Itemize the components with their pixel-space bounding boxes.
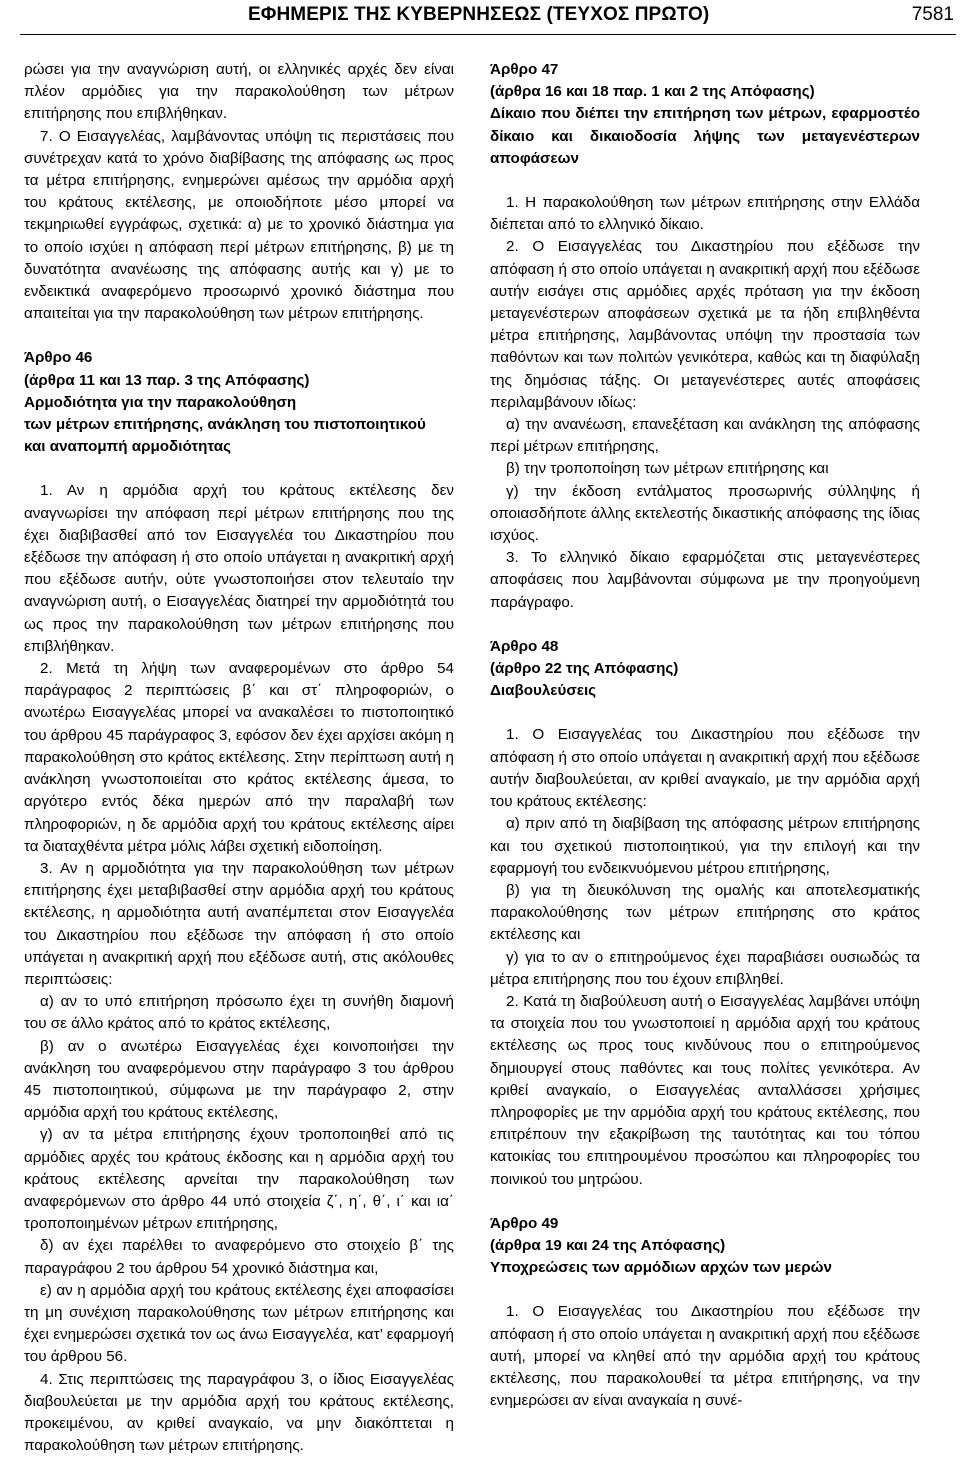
paragraph: 1. Αν η αρμόδια αρχή του κράτους εκτέλεσης δεν αναγνωρίσει την απόφαση περί μέτρων επιτήρησης που της έχει διαβιβασθεί από τον Εισαγγελέα του Δικαστηρίου που εξέδωσε την απόφαση ή στο οποίο υπάγεται η ανακριτική αρχή που εξέδωσε αυτήν, ούτε γνωστοποιήσει στον τελευταίο την αναγνώριση αυτή, ο Εισαγγελέας διατηρεί την αρμοδιότητά του ως προς την παρακολούθηση των μέτρων επιτήρησης που επιβλήθηκαν. [24,482,454,655]
paragraph: 1. Ο Εισαγγελέας του Δικαστηρίου που εξέδωσε την απόφαση ή στο οποίο υπάγεται η ανακριτική αρχή που εξέδωσε αυτή, μπορεί να κληθεί από την αρμόδια αρχή του κράτους εκτέλεσης, που παρακολουθεί τα μέτρα επιτήρησης, να την ενημερώσει αν είναι αναγκαία η συνέ- [490,1303,920,1410]
header-rule [20,34,956,35]
paragraph: γ) για το αν ο επιτηρούμενος έχει παραβιάσει ουσιωδώς τα μέτρα επιτήρησης που του έχουν επιβληθεί. [490,948,920,988]
paragraph: α) αν το υπό επιτήρηση πρόσωπο έχει τη συνήθη διαμονή του σε άλλο κράτος από το κράτος εκτέλεσης, [24,993,454,1033]
paragraph: γ) αν τα μέτρα επιτήρησης έχουν τροποποιηθεί από τις αρμόδιες αρχές του κράτους έκδοσης και η αρμόδια αρχή του κράτους εκτέλεσης αρνείται την παρακολούθηση των αναφερόμενων στο άρθρο 44 υπό στοιχεία ζ΄, η΄, θ΄, ι΄ και ια΄ τροποποιημένων μέτρων επιτήρησης, [24,1126,454,1233]
article-subject: Δίκαιο που διέπει την επιτήρηση των μέτρων, εφαρμοστέο δίκαιο και δικαιοδοσία λήψης των μεταγενέστερων αποφάσεων [490,105,920,167]
paragraph: β) για τη διευκόλυνση της ομαλής και αποτελεσματικής παρακολούθησης των μέτρων επιτήρησης στο κράτος εκτέλεσης και [490,881,920,944]
paragraph: ρώσει για την αναγνώριση αυτή, οι ελληνικές αρχές δεν είναι πλέον αρμόδιες για την παρακολούθηση των μέτρων επιτήρησης που επιβλήθηκαν. [24,61,454,123]
article-source: (άρθρα 11 και 13 παρ. 3 της Απόφασης) [24,371,310,389]
paragraph: β) αν ο ανωτέρω Εισαγγελέας έχει κοινοποιήσει την ανάκληση του αναφερόμενου στην παράγραφο 3 του άρθρου 45 πιστοποιητικού, σύμφωνα με την παράγραφο 2, στην αρμόδια αρχή του κράτους εκτέλεσης, [24,1037,454,1122]
paragraph: α) την ανανέωση, επανεξέταση και ανάκληση της απόφασης περί μέτρων επιτήρησης, [490,416,920,456]
article-subject: των μέτρων επιτήρησης, ανάκληση του πιστοποιητικού [24,416,426,434]
paragraph: 1. Ο Εισαγγελέας του Δικαστηρίου που εξέδωσε την απόφαση ή στο οποίο υπάγεται η ανακριτική αρχή που εξέδωσε αυτήν διαβουλεύεται, αν κριθεί αναγκαίο, με την αρμόδια αρχή του κράτους εκτέλεσης: [490,726,920,811]
article-subject: Υποχρεώσεις των αρμόδιων αρχών των μερών [490,1259,832,1277]
paragraph: 4. Στις περιπτώσεις της παραγράφου 3, ο ίδιος Εισαγγελέας διαβουλεύεται με την αρμόδια αρχή του κράτους εκτέλεσης, προκειμένου, αν κριθεί αναγκαίο, να μην διακόπτεται η παρακολούθηση των μέτρων επιτήρησης. [24,1370,454,1455]
article-subject: και αναπομπή αρμοδιότητας [24,438,231,456]
article-subject: Διαβουλεύσεις [490,682,597,700]
paragraph: γ) την έκδοση εντάλματος προσωρινής σύλληψης ή οποιασδήποτε άλλης εκτελεστής δικαστικής απόφασης της ίδιας ισχύος. [490,482,920,545]
left-column [24,59,454,1457]
page-header [0,0,960,34]
paragraph: β) την τροποποίηση των μέτρων επιτήρησης και [506,460,829,478]
article-subject: Αρμοδιότητα για την παρακολούθηση [24,393,297,411]
paragraph: 1. Η παρακολούθηση των μέτρων επιτήρησης στην Ελλάδα διέπεται από το ελληνικό δίκαιο. [490,194,920,234]
paragraph: 2. Κατά τη διαβούλευση αυτή ο Εισαγγελέας λαμβάνει υπόψη τα στοιχεία που του γνωστοποιεί η αρμόδια αρχή του κράτους εκτέλεσης ως προς τους κινδύνους που ο επιτηρούμενος δημιουργεί στους παθόντες και τους πολίτες γενικότερα. Αν κριθεί αναγκαίο, ο Εισαγγελέας ανταλλάσσει χρήσιμες πληροφορίες με την αρμόδια αρχή του κράτους εκτέλεσης, που επιτρέπουν την εξακρίβωση της ταυτότητας και του τόπου κατοικίας του επιτηρουμένου προσώπου και πληροφορίες του ποινικού του μητρώου. [490,992,920,1188]
right-column [490,59,920,1412]
paragraph: 2. Ο Εισαγγελέας του Δικαστηρίου που εξέδωσε την απόφαση ή στο οποίο υπάγεται η ανακριτική αρχή που εξέδωσε αυτήν εισάγει στις αρμόδιες αρχές πρόταση για την έκδοση μεταγενέστερων αποφάσεων σχετικά με τα ήδη επιβληθέντα μέτρα επιτήρησης, λαμβάνοντας υπόψη την προστασία των παθόντων και των πολιτών γενικότερα, καθώς και τη διαφύλαξη της δημόσιας τάξης. Οι μεταγενέστερες αυτές αποφάσεις περιλαμβάνουν ιδίως: [490,238,920,411]
paragraph: 3. Αν η αρμοδιότητα για την παρακολούθηση των μέτρων επιτήρησης έχει μεταβιβασθεί στην αρμόδια αρχή του κράτους εκτέλεσης, η αρμοδιότητα αυτή αναπέμπεται στον Εισαγγελέα του Δικαστηρίου που εξέδωσε την απόφαση ή στο οποίο υπάγεται η ανακριτική αρχή που εξέδωσε αυτή, στις ακόλουθες περιπτώσεις: [24,859,454,988]
article-46-heading [24,347,454,458]
gazette-title: ΕΦΗΜΕΡΙΣ ΤΗΣ ΚΥΒΕΡΝΗΣΕΩΣ (ΤΕΥΧΟΣ ΠΡΩΤΟ) [248,4,710,25]
article-49-heading [490,1213,920,1280]
paragraph: 2. Μετά τη λήψη των αναφερομένων στο άρθρο 54 παράγραφος 2 περιπτώσεις β΄ και στ΄ πληροφοριών, ο ανωτέρω Εισαγγελέας μπορεί να ανακαλέσει το πιστοποιητικό του άρθρου 45 παράγραφος 3, εφόσον δεν έχει αρχίσει ακόμη η παρακολούθηση στο κράτος εκτέλεσης. Στην περίπτωση αυτή η ανάκληση γνωστοποιείται στο κράτος εκτέλεσης άμεσα, το αργότερο εντός δέκα ημερών από την παραλαβή των πληροφοριών, η δε αρμόδια αρχή του κράτους εκτέλεσης αίρει τα διαταχθέντα μέτρα μόλις λάβει σχετική ειδοποίηση. [24,660,454,855]
article-source: (άρθρο 22 της Απόφασης) [490,660,679,678]
article-title: Άρθρο 46 [24,349,93,367]
article-47-heading [490,59,920,170]
article-48-heading [490,636,920,703]
paragraph: 7. Ο Εισαγγελέας, λαμβάνοντας υπόψη τις περιστάσεις που συνέτρεχαν κατά το χρόνο διαβίβασης της απόφασης ως προς τα μέτρα επιτήρησης, ενημερώνει αμέσως την αρμόδια αρχή του κράτους εκτέλεσης, με οποιοδήποτε μέσο μπορεί να τεκμηριωθεί εγγράφως, σχετικά: α) με το χρονικό διάστημα για το οποίο ισχύει η απόφαση περί μέτρων επιτήρησης, β) με τη δυνατότητα ανανέωσης της απόφασης αυτής και γ) με το ενδεικτικά αναφερόμενο προσωρινό χρονικό διάστημα που απαιτείται για την παρακολούθηση των μέτρων επιτήρησης. [24,127,454,323]
article-title: Άρθρο 48 [490,637,559,655]
article-source: (άρθρα 16 και 18 παρ. 1 και 2 της Απόφασης) [490,83,815,101]
paragraph: δ) αν έχει παρέλθει το αναφερόμενο στο στοιχείο β΄ της παραγράφου 2 του άρθρου 54 χρονικό διάστημα και, [24,1237,454,1277]
article-source: (άρθρα 19 και 24 της Απόφασης) [490,1236,726,1254]
article-title: Άρθρο 49 [490,1214,559,1232]
paragraph: ε) αν η αρμόδια αρχή του κράτους εκτέλεσης έχει αποφασίσει τη μη συνέχιση παρακολούθησης των μέτρων επιτήρησης και έχει ενημερώσει σχετικά τον ως άνω Εισαγγελέα, κατ’ εφαρμογή του άρθρου 56. [24,1281,454,1366]
paragraph: α) πριν από τη διαβίβαση της απόφασης μέτρων επιτήρησης και του σχετικού πιστοποιητικού, για την επιλογή και την εφαρμογή του ενδεικνυόμενου μέτρου επιτήρησης, [490,815,920,877]
page-number: 7581 [911,4,954,25]
article-title: Άρθρο 47 [490,61,559,78]
paragraph: 3. Το ελληνικό δίκαιο εφαρμόζεται στις μεταγενέστερες αποφάσεις που λαμβάνονται σύμφωνα με την προηγούμενη παράγραφο. [490,549,920,611]
